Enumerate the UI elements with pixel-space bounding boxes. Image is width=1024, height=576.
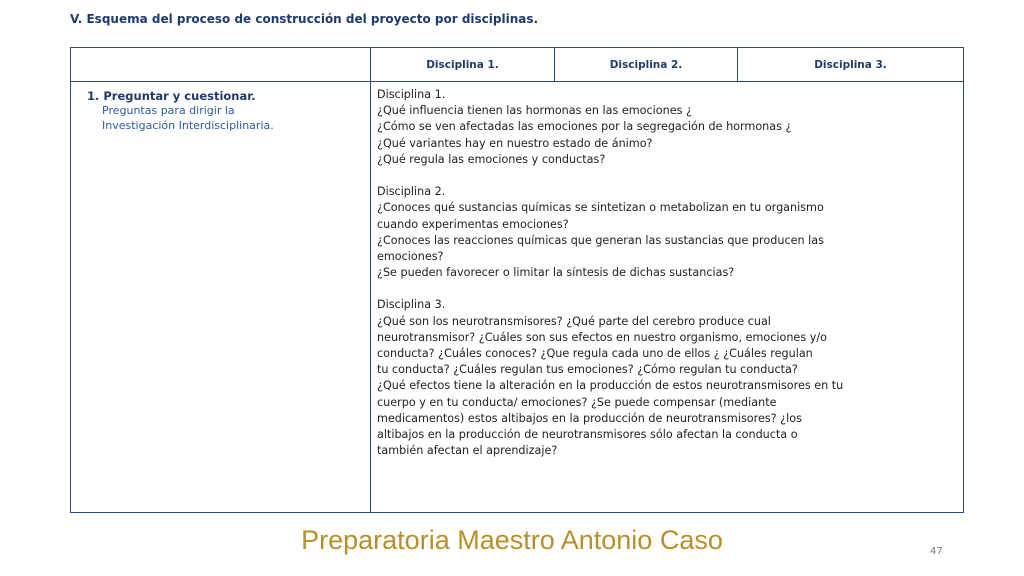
step-subtitle-line: Preguntas para dirigir la: [102, 104, 235, 117]
question-line: ¿Qué influencia tienen las hormonas en las emociones ¿: [377, 104, 692, 118]
question-line: Disciplina 1.: [377, 88, 446, 101]
step-cell: [71, 82, 371, 513]
question-line: conducta? ¿Cuáles conoces? ¿Que regula cada uno de ellos ¿ ¿Cuáles regulan: [377, 347, 813, 360]
question-line: ¿Qué efectos tiene la alteración en la producción de estos neurotransmisores en tu: [377, 379, 844, 393]
spacer: [377, 281, 959, 297]
questions-list: [377, 87, 959, 459]
slide-title: V. Esquema del proceso de construcción del proyecto por disciplinas.: [70, 12, 539, 26]
step-subtitle-line: Investigación Interdisciplinaria.: [102, 119, 274, 132]
question-line: ¿Conoces las reacciones químicas que generan las sustancias que producen las: [377, 233, 824, 247]
header-discipline-1: Disciplina 1.: [371, 48, 555, 82]
header-empty-cell: [71, 48, 371, 82]
question-line: emociones?: [377, 249, 444, 263]
page-number: 47: [930, 546, 943, 557]
question-line: altibajos en la producción de neurotransmisores sólo afectan la conducta o: [377, 427, 798, 441]
question-line: ¿Qué variantes hay en nuestro estado de ánimo?: [377, 136, 653, 150]
question-line: medicamentos) estos altibajos en la producción de neurotransmisores? ¿los: [377, 411, 802, 425]
question-line: ¿Se pueden favorecer o limitar la síntesis de dichas sustancias?: [377, 266, 735, 280]
question-line: cuerpo y en tu conducta/ emociones? ¿Se puede compensar (mediante: [377, 395, 777, 409]
footer-title: Preparatoria Maestro Antonio Caso: [301, 525, 723, 555]
question-line: también afectan el aprendizaje?: [377, 444, 558, 458]
step-title: 1. Preguntar y cuestionar.: [87, 89, 256, 103]
question-line: ¿Qué son los neurotransmisores? ¿Qué parte del cerebro produce cual: [377, 314, 771, 328]
question-line: cuando experimentas emociones?: [377, 217, 569, 231]
discipline-table: [70, 47, 964, 513]
questions-cell: [371, 82, 964, 513]
question-line: Disciplina 3.: [377, 298, 446, 312]
header-discipline-3: Disciplina 3.: [738, 48, 964, 82]
question-line: ¿Cómo se ven afectadas las emociones por la segregación de hormonas ¿: [377, 120, 792, 134]
question-line: ¿Conoces qué sustancias químicas se sintetizan o metabolizan en tu organismo: [377, 201, 824, 215]
spacer: [377, 168, 959, 184]
question-line: neurotransmisor? ¿Cuáles son sus efectos en nuestro organismo, emociones y/o: [377, 330, 827, 344]
table-row: [71, 82, 964, 513]
question-line: ¿Qué regula las emociones y conductas?: [377, 152, 606, 166]
question-line: tu conducta? ¿Cuáles regulan tus emociones? ¿Cómo regulan tu conducta?: [377, 363, 798, 377]
table-header-row: [71, 48, 964, 82]
step-subtitle: [84, 103, 370, 133]
header-discipline-2: Disciplina 2.: [555, 48, 738, 82]
question-line: Disciplina 2.: [377, 185, 446, 199]
